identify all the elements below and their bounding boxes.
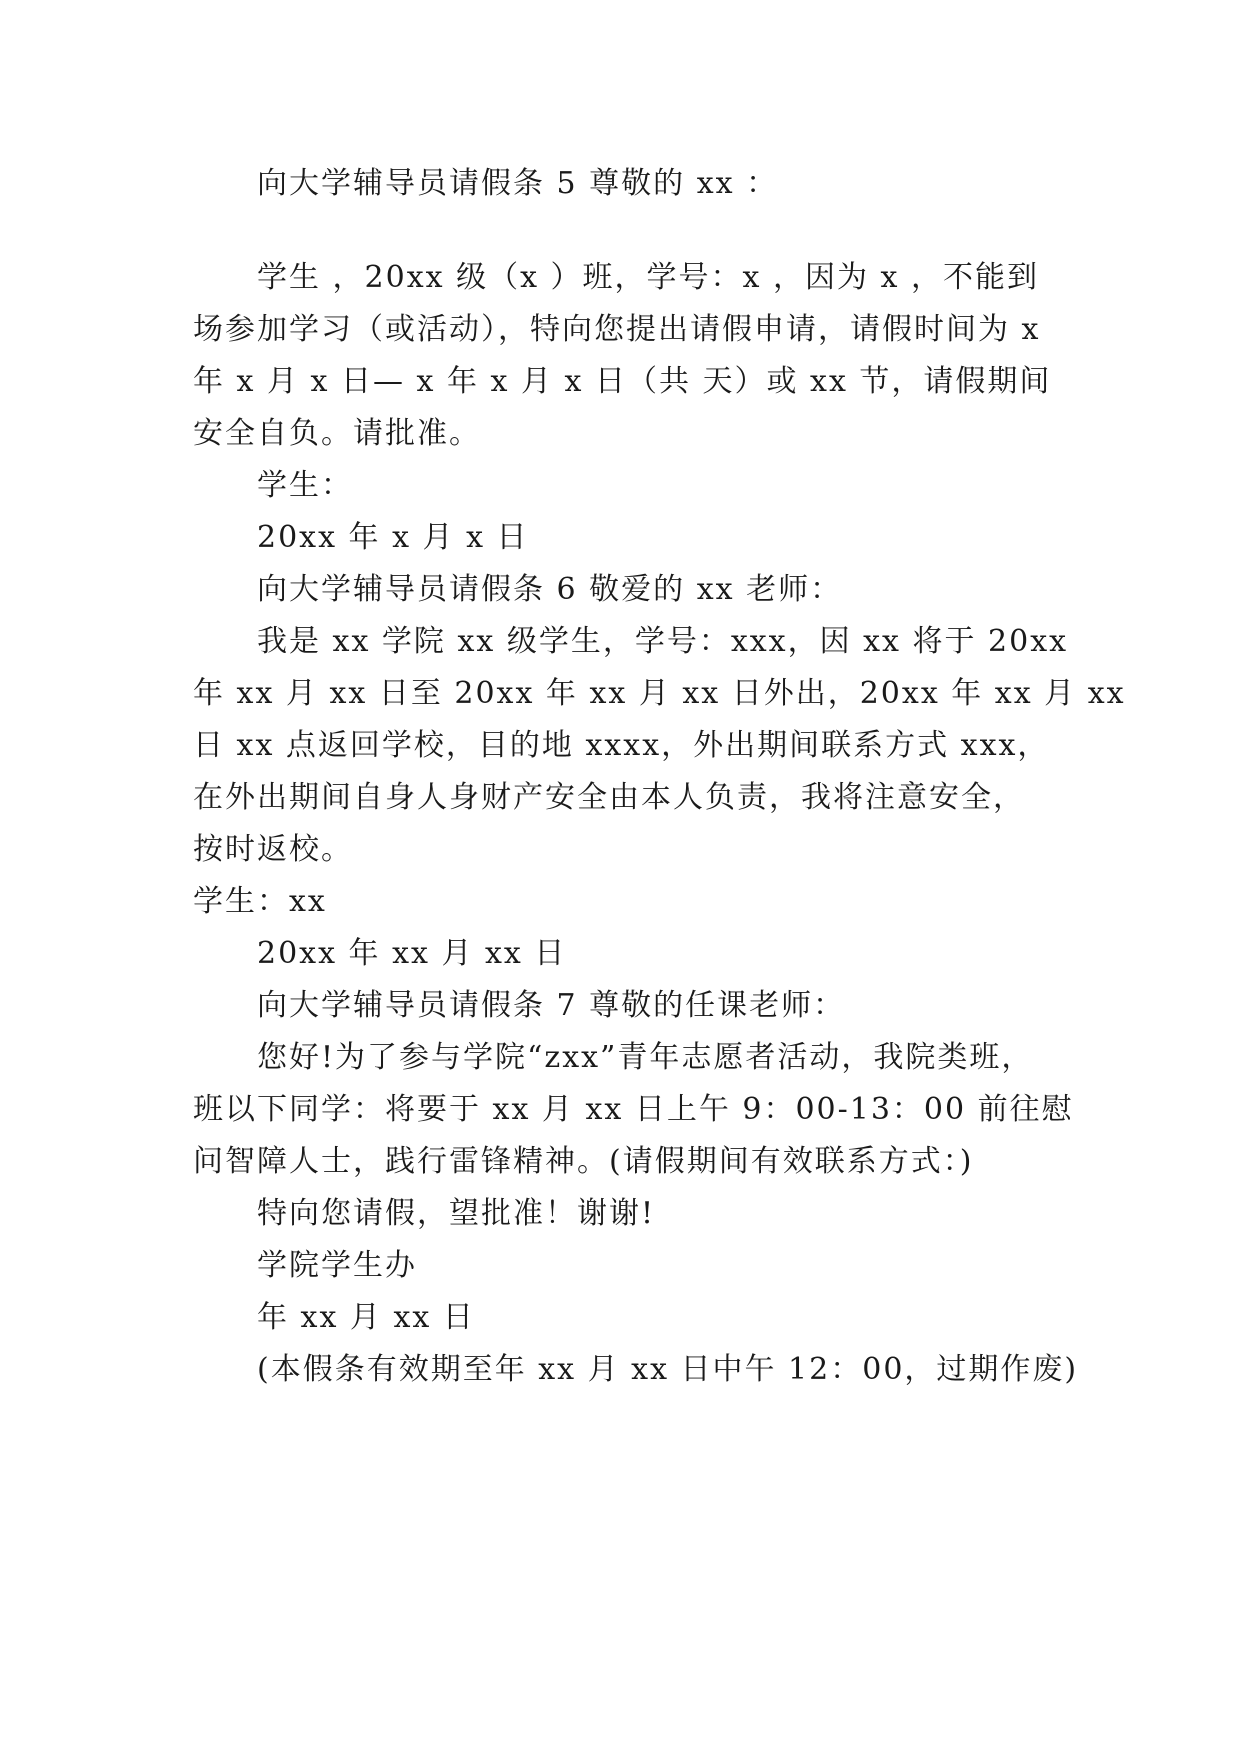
paragraph-line: 年 xx 月 xx 日至 20xx 年 xx 月 xx 日外出，20xx 年 xx 月 xx bbox=[193, 676, 1126, 711]
heading-leave-note-6: 向大学辅导员请假条 6 敬爱的 xx 老师： bbox=[257, 572, 843, 607]
date-line: 年 xx 月 xx 日 bbox=[257, 1300, 475, 1335]
paragraph-line: 您好!为了参与学院“zxx”青年志愿者活动，我院类班， bbox=[257, 1040, 1034, 1075]
validity-note: (本假条有效期至年 xx 月 xx 日中午 12：00，过期作废) bbox=[257, 1352, 1079, 1387]
signature-label: 学院学生办 bbox=[257, 1248, 417, 1283]
signature-label: 学生： bbox=[257, 468, 353, 503]
paragraph-line: 班以下同学：将要于 xx 月 xx 日上午 9：00-13：00 前往慰 bbox=[193, 1092, 1074, 1127]
paragraph-line: 学生 ，20xx 级（x ）班，学号：x ，因为 x ，不能到 bbox=[257, 260, 1039, 295]
date-line: 20xx 年 xx 月 xx 日 bbox=[257, 936, 567, 971]
signature-label: 学生：xx bbox=[193, 884, 327, 919]
heading-leave-note-5: 向大学辅导员请假条 5 尊敬的 xx ： bbox=[257, 166, 779, 201]
date-line: 20xx 年 x 月 x 日 bbox=[257, 520, 529, 555]
paragraph-line: 问智障人士，践行雷锋精神。(请假期间有效联系方式：) bbox=[193, 1144, 974, 1179]
paragraph-line: 特向您请假，望批准！谢谢! bbox=[257, 1196, 656, 1231]
heading-leave-note-7: 向大学辅导员请假条 7 尊敬的任课老师： bbox=[257, 988, 846, 1023]
paragraph-line: 我是 xx 学院 xx 级学生，学号：xxx，因 xx 将于 20xx bbox=[257, 624, 1069, 659]
paragraph-line: 日 xx 点返回学校，目的地 xxxx，外出期间联系方式 xxx， bbox=[193, 728, 1050, 763]
paragraph-line: 安全自负。请批准。 bbox=[193, 416, 481, 451]
paragraph-line: 按时返校。 bbox=[193, 832, 353, 867]
paragraph-line: 年 x 月 x 日— x 年 x 月 x 日（共 天）或 xx 节，请假期间 bbox=[193, 364, 1052, 399]
paragraph-line: 在外出期间自身人身财产安全由本人负责，我将注意安全， bbox=[193, 780, 1025, 815]
paragraph-line: 场参加学习（或活动），特向您提出请假申请，请假时间为 x bbox=[193, 312, 1041, 347]
